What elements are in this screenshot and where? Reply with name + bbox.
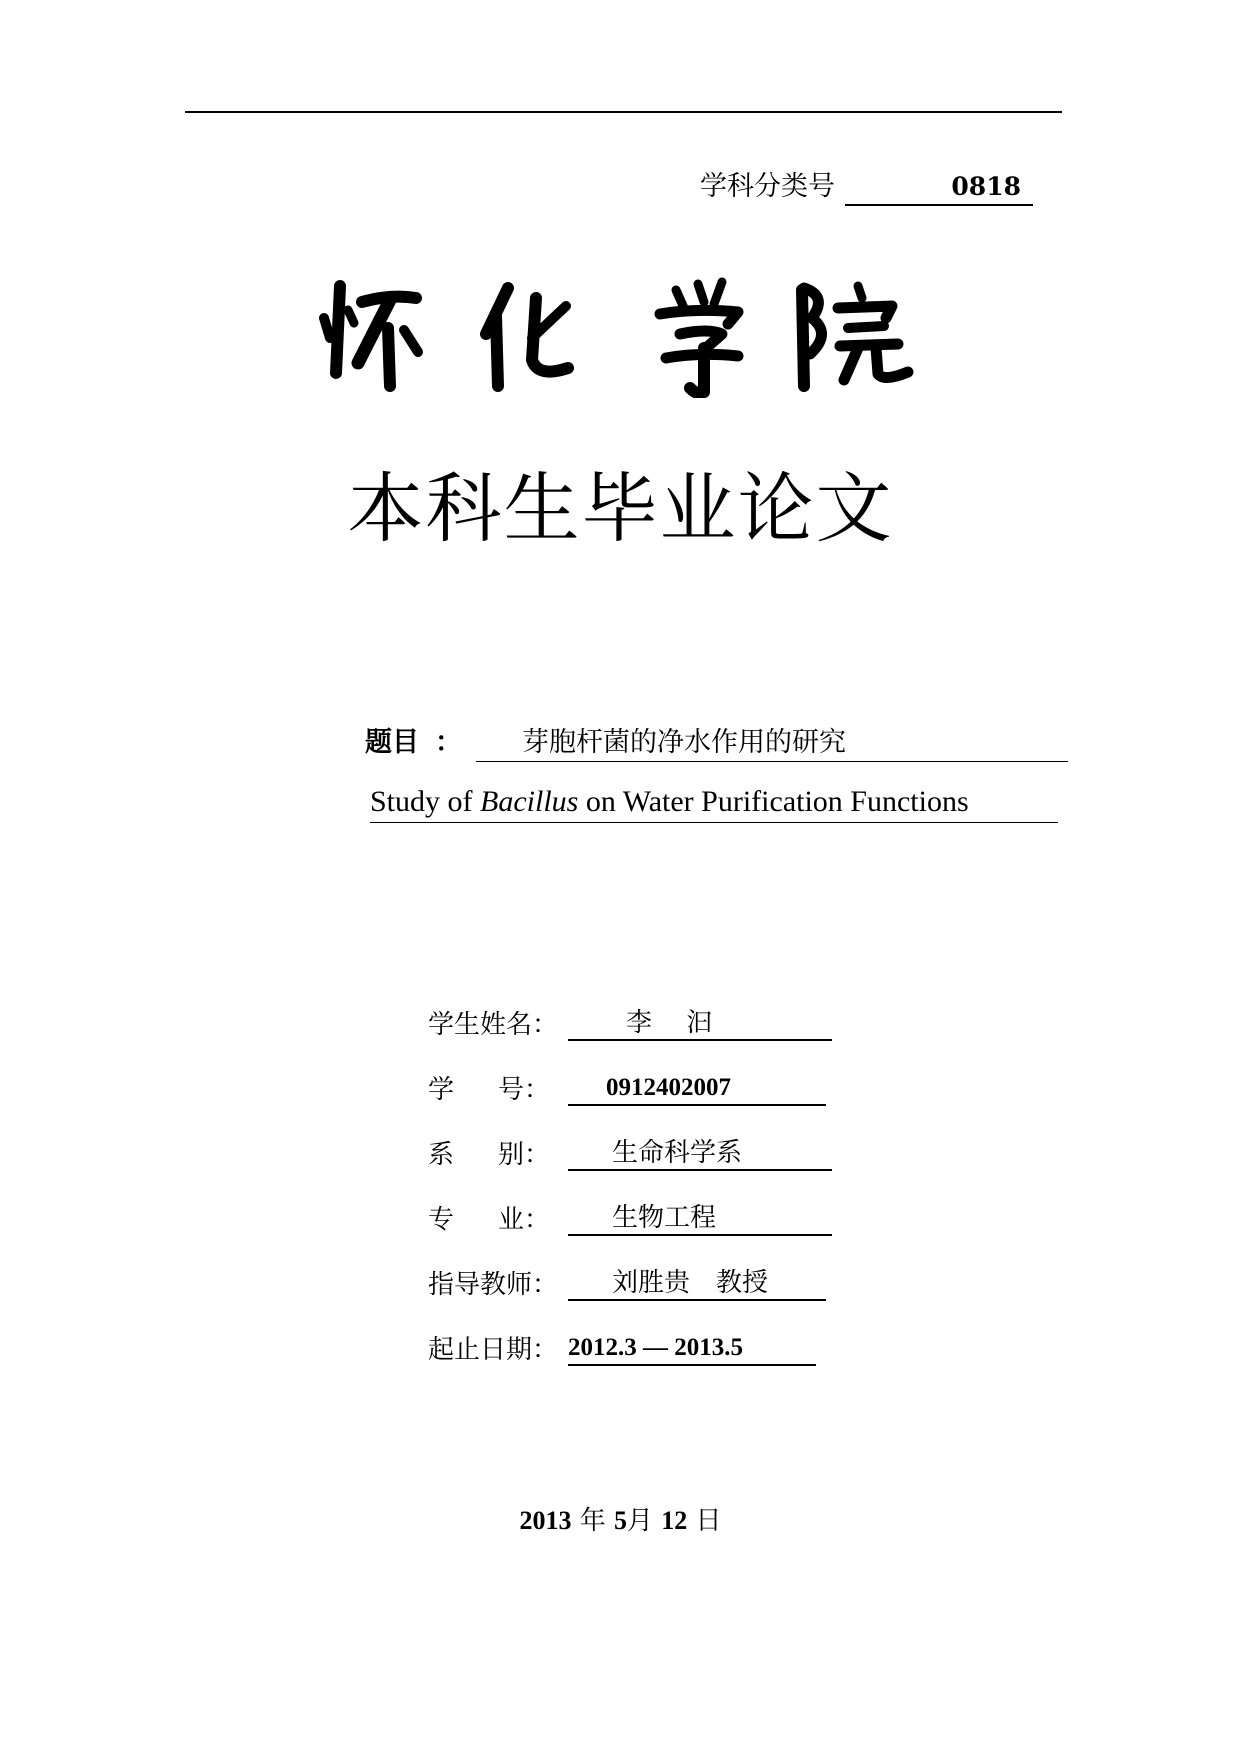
student-name-label: 学生姓名： bbox=[428, 1010, 559, 1040]
classification-label: 学科分类号 bbox=[700, 171, 835, 202]
date-day-unit: 日 bbox=[695, 1506, 722, 1536]
department-label-a: 系 bbox=[428, 1140, 455, 1170]
classification-field bbox=[700, 164, 1033, 206]
classification-code: 0818 bbox=[845, 170, 1033, 206]
topic-label: 题目 bbox=[365, 727, 419, 758]
major-label-b: 业： bbox=[497, 1205, 550, 1235]
submission-date bbox=[0, 1500, 1241, 1537]
student-id-label-a: 学 bbox=[428, 1075, 455, 1105]
topic-english-italic: Bacillus bbox=[480, 785, 579, 818]
period-row bbox=[428, 1301, 832, 1366]
college-calligraphy-logo bbox=[318, 268, 918, 398]
student-name-value: 李 汩 bbox=[568, 1007, 832, 1041]
period-label: 起止日期： bbox=[428, 1335, 559, 1365]
topic-english-before: Study of bbox=[370, 785, 481, 818]
major-label bbox=[428, 1199, 568, 1236]
student-id-label bbox=[428, 1069, 568, 1106]
student-name-row bbox=[428, 976, 832, 1041]
period-value: 2012.3 — 2013.5 bbox=[568, 1332, 816, 1366]
student-id-row bbox=[428, 1041, 832, 1106]
topic-chinese: 芽胞杆菌的净水作用的研究 bbox=[476, 725, 1068, 762]
advisor-row bbox=[428, 1236, 832, 1301]
topic-english-after: on Water Purification Functions bbox=[578, 785, 969, 818]
major-label-a: 专 bbox=[428, 1205, 455, 1235]
header-rule bbox=[185, 111, 1062, 113]
student-id-label-b: 号： bbox=[497, 1075, 550, 1105]
document-title: 本科生毕业论文 bbox=[347, 464, 894, 553]
student-info-block bbox=[428, 976, 832, 1366]
department-label-b: 别： bbox=[497, 1140, 550, 1170]
department-label bbox=[428, 1134, 568, 1171]
major-row bbox=[428, 1171, 832, 1236]
topic-english bbox=[370, 782, 1058, 823]
date-month: 5 bbox=[613, 1506, 627, 1535]
date-year: 2013 bbox=[519, 1506, 572, 1535]
date-year-unit: 年 bbox=[579, 1506, 606, 1536]
date-month-unit: 月 bbox=[626, 1506, 653, 1536]
date-day: 12 bbox=[661, 1506, 688, 1535]
student-id-value: 0912402007 bbox=[568, 1072, 826, 1106]
department-value: 生命科学系 bbox=[568, 1137, 832, 1171]
topic-colon: ： bbox=[435, 727, 462, 758]
topic-chinese-row bbox=[365, 720, 1068, 762]
major-value: 生物工程 bbox=[568, 1202, 832, 1236]
advisor-value: 刘胜贵 教授 bbox=[568, 1267, 826, 1301]
calligraphy-logo-image bbox=[318, 268, 918, 398]
department-row bbox=[428, 1106, 832, 1171]
advisor-label: 指导教师： bbox=[428, 1270, 559, 1300]
